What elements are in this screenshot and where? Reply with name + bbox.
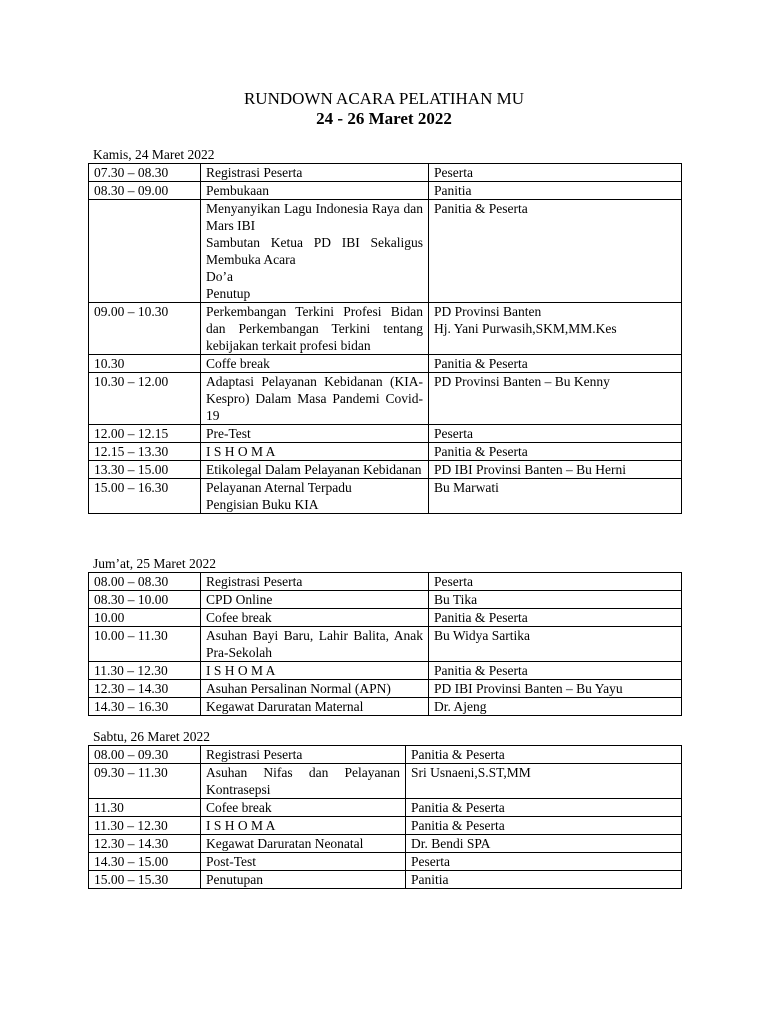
- facilitator-text: Peserta: [411, 854, 450, 869]
- facilitator-text: Panitia: [434, 183, 472, 198]
- activity-text: Pengisian Buku KIA: [206, 497, 319, 512]
- schedule-row: [89, 373, 682, 425]
- time-cell: 15.00 – 16.30: [89, 479, 201, 514]
- activity-cell: [201, 425, 429, 443]
- schedule-row: [89, 871, 682, 889]
- time-cell: 12.15 – 13.30: [89, 443, 201, 461]
- time-cell: 10.00: [89, 609, 201, 627]
- schedule-row: [89, 182, 682, 200]
- schedule-row: [89, 799, 682, 817]
- activity-text: Menyanyikan Lagu Indonesia Raya dan Mars IBI: [206, 201, 423, 233]
- facilitator-text: Sri Usnaeni,S.ST,MM: [411, 765, 531, 780]
- schedule-row: [89, 355, 682, 373]
- schedule-row: [89, 764, 682, 799]
- facilitator-text: Panitia & Peserta: [434, 201, 528, 216]
- time-cell: 12.00 – 12.15: [89, 425, 201, 443]
- activity-cell: [201, 355, 429, 373]
- time-cell: 08.30 – 10.00: [89, 591, 201, 609]
- activity-text: Pembukaan: [206, 183, 269, 198]
- activity-text: Adaptasi Pelayanan Kebidanan (KIA-Kespro) Dalam Masa Pandemi Covid-19: [206, 374, 423, 423]
- schedule-row: [89, 662, 682, 680]
- activity-text: Cofee break: [206, 800, 272, 815]
- schedule-row: [89, 200, 682, 303]
- facilitator-cell: [406, 799, 682, 817]
- schedule-table-day-3: [88, 745, 682, 889]
- time-cell: 12.30 – 14.30: [89, 835, 201, 853]
- facilitator-text: PD IBI Provinsi Banten – Bu Yayu: [434, 681, 623, 696]
- facilitator-cell: [429, 200, 682, 303]
- activity-cell: [201, 461, 429, 479]
- schedule-row: [89, 443, 682, 461]
- schedule-row: [89, 746, 682, 764]
- facilitator-cell: [429, 461, 682, 479]
- facilitator-cell: [406, 746, 682, 764]
- activity-text: Sambutan Ketua PD IBI Sekaligus Membuka Acara: [206, 235, 423, 267]
- activity-cell: [201, 817, 406, 835]
- activity-text: Asuhan Nifas dan Pelayanan Kontrasepsi: [206, 765, 400, 797]
- facilitator-cell: [406, 871, 682, 889]
- schedule-row: [89, 479, 682, 514]
- schedule-row: [89, 461, 682, 479]
- day-label-3: Sabtu, 26 Maret 2022: [93, 729, 210, 744]
- activity-text: I S H O M A: [206, 663, 276, 678]
- activity-cell: [201, 479, 429, 514]
- activity-cell: [201, 627, 429, 662]
- schedule-row: [89, 591, 682, 609]
- activity-text: Registrasi Peserta: [206, 747, 303, 762]
- facilitator-cell: [429, 573, 682, 591]
- facilitator-cell: [429, 182, 682, 200]
- activity-cell: [201, 853, 406, 871]
- time-cell: 08.00 – 08.30: [89, 573, 201, 591]
- schedule-row: [89, 698, 682, 716]
- activity-cell: [201, 443, 429, 461]
- facilitator-cell: [429, 698, 682, 716]
- activity-text: Pelayanan Aternal Terpadu: [206, 480, 352, 495]
- time-cell: 12.30 – 14.30: [89, 680, 201, 698]
- facilitator-text: Hj. Yani Purwasih,SKM,MM.Kes: [434, 321, 617, 336]
- activity-text: Post-Test: [206, 854, 257, 869]
- facilitator-text: Bu Widya Sartika: [434, 628, 530, 643]
- facilitator-cell: [429, 609, 682, 627]
- time-cell: 11.30 – 12.30: [89, 817, 201, 835]
- facilitator-text: Panitia & Peserta: [434, 663, 528, 678]
- activity-cell: [201, 835, 406, 853]
- activity-cell: [201, 746, 406, 764]
- activity-cell: [201, 764, 406, 799]
- activity-cell: [201, 662, 429, 680]
- time-cell: 14.30 – 16.30: [89, 698, 201, 716]
- facilitator-text: Panitia & Peserta: [434, 356, 528, 371]
- time-cell: [89, 200, 201, 303]
- activity-text: Asuhan Bayi Baru, Lahir Balita, Anak Pra-Sekolah: [206, 628, 423, 660]
- schedule-row: [89, 573, 682, 591]
- schedule-row: [89, 164, 682, 182]
- activity-cell: [201, 871, 406, 889]
- facilitator-cell: [429, 662, 682, 680]
- facilitator-text: Panitia: [411, 872, 449, 887]
- activity-cell: [201, 164, 429, 182]
- activity-cell: [201, 373, 429, 425]
- activity-text: Cofee break: [206, 610, 272, 625]
- time-cell: 14.30 – 15.00: [89, 853, 201, 871]
- time-cell: 15.00 – 15.30: [89, 871, 201, 889]
- facilitator-text: Bu Tika: [434, 592, 478, 607]
- facilitator-text: Peserta: [434, 574, 473, 589]
- activity-text: Registrasi Peserta: [206, 165, 303, 180]
- activity-text: Perkembangan Terkini Profesi Bidan dan Perkembangan Terkini tentang kebijakan terkait profesi bidan: [206, 304, 423, 353]
- day-label-1: Kamis, 24 Maret 2022: [93, 147, 215, 162]
- activity-text: I S H O M A: [206, 818, 276, 833]
- activity-cell: [201, 182, 429, 200]
- time-cell: 10.30 – 12.00: [89, 373, 201, 425]
- facilitator-text: Panitia & Peserta: [434, 444, 528, 459]
- time-cell: 10.30: [89, 355, 201, 373]
- facilitator-cell: [429, 303, 682, 355]
- schedule-row: [89, 835, 682, 853]
- facilitator-cell: [406, 835, 682, 853]
- facilitator-cell: [429, 443, 682, 461]
- activity-cell: [201, 303, 429, 355]
- activity-text: Registrasi Peserta: [206, 574, 303, 589]
- schedule-table-day-2: [88, 572, 682, 716]
- facilitator-text: Panitia & Peserta: [411, 747, 505, 762]
- facilitator-cell: [406, 853, 682, 871]
- facilitator-text: Dr. Bendi SPA: [411, 836, 491, 851]
- activity-cell: [201, 698, 429, 716]
- facilitator-cell: [406, 817, 682, 835]
- facilitator-cell: [429, 164, 682, 182]
- time-cell: 07.30 – 08.30: [89, 164, 201, 182]
- facilitator-cell: [429, 355, 682, 373]
- time-cell: 10.00 – 11.30: [89, 627, 201, 662]
- facilitator-cell: [429, 373, 682, 425]
- activity-text: Penutup: [206, 286, 251, 301]
- activity-text: CPD Online: [206, 592, 273, 607]
- time-cell: 08.00 – 09.30: [89, 746, 201, 764]
- time-cell: 13.30 – 15.00: [89, 461, 201, 479]
- facilitator-text: PD IBI Provinsi Banten – Bu Herni: [434, 462, 626, 477]
- activity-cell: [201, 200, 429, 303]
- facilitator-text: Panitia & Peserta: [434, 610, 528, 625]
- facilitator-text: PD Provinsi Banten – Bu Kenny: [434, 374, 610, 389]
- time-cell: 09.30 – 11.30: [89, 764, 201, 799]
- activity-text: Coffe break: [206, 356, 270, 371]
- activity-cell: [201, 799, 406, 817]
- time-cell: 11.30: [89, 799, 201, 817]
- activity-text: Asuhan Persalinan Normal (APN): [206, 681, 391, 696]
- schedule-table-day-1: [88, 163, 682, 514]
- activity-cell: [201, 680, 429, 698]
- facilitator-cell: [429, 680, 682, 698]
- facilitator-text: Peserta: [434, 426, 473, 441]
- facilitator-text: PD Provinsi Banten: [434, 304, 542, 319]
- activity-text: Do’a: [206, 269, 233, 284]
- schedule-row: [89, 609, 682, 627]
- schedule-row: [89, 853, 682, 871]
- facilitator-text: Panitia & Peserta: [411, 818, 505, 833]
- activity-text: I S H O M A: [206, 444, 276, 459]
- activity-text: Etikolegal Dalam Pelayanan Kebidanan: [206, 462, 422, 477]
- document-title: RUNDOWN ACARA PELATIHAN MU: [243, 89, 525, 108]
- time-cell: 11.30 – 12.30: [89, 662, 201, 680]
- schedule-row: [89, 680, 682, 698]
- time-cell: 09.00 – 10.30: [89, 303, 201, 355]
- day-label-2: Jum’at, 25 Maret 2022: [93, 556, 216, 571]
- activity-text: Pre-Test: [206, 426, 251, 441]
- schedule-row: [89, 627, 682, 662]
- activity-cell: [201, 609, 429, 627]
- facilitator-cell: [429, 425, 682, 443]
- activity-text: Kegawat Daruratan Neonatal: [206, 836, 364, 851]
- activity-text: Penutupan: [206, 872, 263, 887]
- facilitator-cell: [429, 627, 682, 662]
- facilitator-text: Peserta: [434, 165, 473, 180]
- schedule-row: [89, 303, 682, 355]
- facilitator-text: Panitia & Peserta: [411, 800, 505, 815]
- activity-text: Kegawat Daruratan Maternal: [206, 699, 364, 714]
- facilitator-cell: [429, 479, 682, 514]
- schedule-row: [89, 425, 682, 443]
- schedule-row: [89, 817, 682, 835]
- facilitator-text: Bu Marwati: [434, 480, 499, 495]
- document-subtitle: 24 - 26 Maret 2022: [316, 109, 452, 128]
- time-cell: 08.30 – 09.00: [89, 182, 201, 200]
- activity-cell: [201, 573, 429, 591]
- facilitator-cell: [406, 764, 682, 799]
- facilitator-cell: [429, 591, 682, 609]
- activity-cell: [201, 591, 429, 609]
- facilitator-text: Dr. Ajeng: [434, 699, 487, 714]
